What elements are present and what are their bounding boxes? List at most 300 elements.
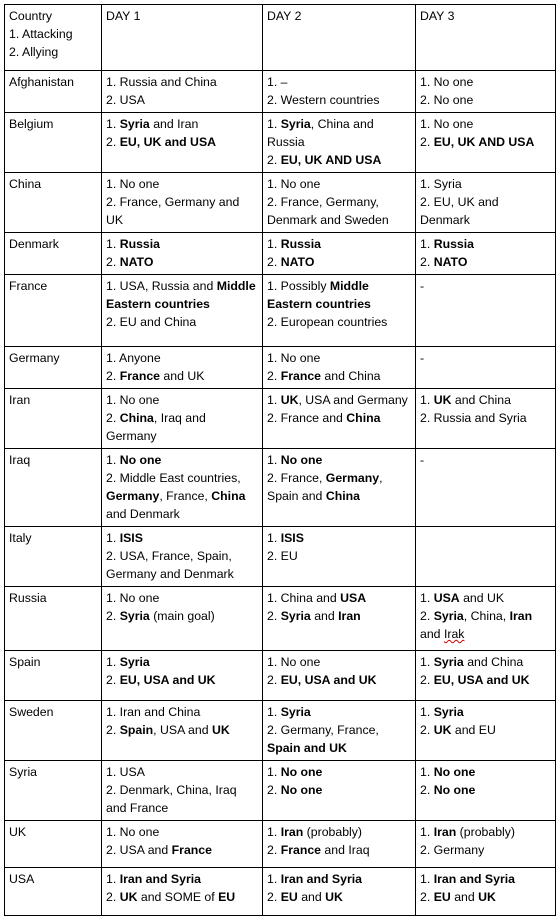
text: 2. Denmark, China, Iraq and France bbox=[106, 783, 237, 815]
day-1-cell bbox=[102, 389, 263, 449]
cell-line bbox=[267, 469, 411, 505]
day-3-cell bbox=[416, 701, 556, 761]
cell-line bbox=[267, 91, 411, 109]
cell-line bbox=[106, 763, 258, 781]
country-cell: Sweden bbox=[5, 701, 102, 761]
cell-line bbox=[267, 451, 411, 469]
bold-text: UK bbox=[119, 890, 138, 904]
cell-line bbox=[267, 193, 411, 229]
cell-line bbox=[267, 313, 411, 331]
text: 2. bbox=[420, 723, 434, 737]
bold-text: Russia bbox=[119, 237, 161, 251]
text: 1. bbox=[106, 453, 120, 467]
bold-text: Syria bbox=[433, 609, 464, 623]
cell-line bbox=[106, 253, 258, 271]
table-row bbox=[5, 868, 556, 916]
bold-text: Syria bbox=[280, 705, 311, 719]
cell-line bbox=[106, 277, 258, 313]
table-row bbox=[5, 113, 556, 173]
text: 1. bbox=[106, 237, 120, 251]
cell-line bbox=[106, 73, 258, 91]
text: 2. Germany, France, bbox=[267, 723, 379, 737]
text: 1. bbox=[420, 237, 434, 251]
bold-text: No one bbox=[280, 453, 323, 467]
text: and bbox=[310, 609, 339, 623]
bold-text: Syria bbox=[280, 117, 311, 131]
cell-line bbox=[420, 115, 551, 133]
bold-text: No one bbox=[280, 765, 323, 779]
text: 1. bbox=[267, 237, 281, 251]
bold-text: EU, USA and UK bbox=[280, 673, 377, 687]
day-2-cell bbox=[263, 821, 416, 868]
country-cell: China bbox=[5, 173, 102, 233]
cell-line bbox=[420, 193, 551, 229]
bold-text: Syria bbox=[119, 117, 150, 131]
text: and Denmark bbox=[106, 507, 180, 521]
bold-text: No one bbox=[280, 783, 323, 797]
bold-text: NATO bbox=[433, 255, 468, 269]
text: and bbox=[450, 890, 479, 904]
text: 2. bbox=[106, 369, 120, 383]
cell-line bbox=[106, 529, 258, 547]
text: and SOME of bbox=[137, 890, 219, 904]
bold-text: Spain bbox=[119, 723, 154, 737]
text: 1. No one bbox=[267, 351, 321, 365]
bold-text: Germany bbox=[325, 471, 380, 485]
cell-line bbox=[106, 193, 258, 229]
table-row bbox=[5, 173, 556, 233]
bold-text: Germany bbox=[106, 489, 160, 503]
day-1-cell bbox=[102, 233, 263, 275]
text: 1. bbox=[267, 765, 281, 779]
day-1-cell bbox=[102, 113, 263, 173]
cell-line bbox=[106, 367, 258, 385]
text: - bbox=[420, 351, 425, 365]
cell-line bbox=[420, 607, 551, 643]
bold-text: China bbox=[119, 411, 154, 425]
cell-line bbox=[420, 589, 551, 607]
table-row bbox=[5, 233, 556, 275]
bold-text: France bbox=[280, 369, 322, 383]
text: 2. USA, France, Spain, Germany and Denmark bbox=[106, 549, 234, 581]
table-row bbox=[5, 821, 556, 868]
text: and China bbox=[321, 369, 381, 383]
country-cell: Iran bbox=[5, 389, 102, 449]
bold-text: Spain and UK bbox=[267, 741, 347, 755]
alliances-table bbox=[4, 4, 556, 916]
day-1-cell bbox=[102, 527, 263, 587]
text: 1. bbox=[420, 765, 434, 779]
cell-line bbox=[267, 781, 411, 799]
day-1-cell bbox=[102, 821, 263, 868]
cell-line bbox=[106, 91, 258, 109]
country-cell: Italy bbox=[5, 527, 102, 587]
text: 2. Middle East countries, bbox=[106, 471, 241, 485]
text: 1. No one bbox=[267, 177, 321, 191]
cell-line bbox=[420, 781, 551, 799]
bold-text: USA bbox=[340, 591, 367, 605]
day-2-cell bbox=[263, 761, 416, 821]
cell-line bbox=[106, 313, 258, 331]
text: 2. France and bbox=[267, 411, 347, 425]
cell-line bbox=[267, 841, 411, 859]
text: 2. bbox=[267, 843, 281, 857]
bold-text: Iran bbox=[509, 609, 533, 623]
text: 1. USA, Russia and bbox=[106, 279, 217, 293]
text: 1. China and bbox=[267, 591, 341, 605]
cell-line bbox=[420, 409, 551, 427]
bold-text: Syria bbox=[119, 609, 150, 623]
cell-line bbox=[267, 235, 411, 253]
bold-text: Iran bbox=[338, 609, 361, 623]
text: and EU bbox=[451, 723, 496, 737]
cell-line bbox=[267, 529, 411, 547]
cell-line bbox=[420, 349, 551, 367]
cell-line bbox=[106, 823, 258, 841]
bold-text: Iran bbox=[433, 825, 457, 839]
bold-text: USA bbox=[433, 591, 460, 605]
text: and bbox=[297, 890, 326, 904]
cell-line bbox=[420, 763, 551, 781]
table-row bbox=[5, 761, 556, 821]
bold-text: UK bbox=[325, 890, 343, 904]
day-2-cell bbox=[263, 275, 416, 347]
bold-text: EU, USA and UK bbox=[119, 673, 216, 687]
table-row bbox=[5, 527, 556, 587]
day-1-cell bbox=[102, 761, 263, 821]
day-3-cell bbox=[416, 587, 556, 651]
cell-line bbox=[106, 175, 258, 193]
text: 2. bbox=[106, 255, 120, 269]
text: 1. bbox=[106, 117, 120, 131]
header-row bbox=[5, 5, 556, 71]
cell-line bbox=[267, 277, 411, 313]
header-country-label: Country bbox=[9, 9, 53, 23]
text: 2. bbox=[267, 153, 281, 167]
text: - bbox=[420, 279, 425, 293]
text: 1. – bbox=[267, 75, 288, 89]
day-2-cell bbox=[263, 701, 416, 761]
text: 1. No one bbox=[420, 117, 474, 131]
country-cell: Iraq bbox=[5, 449, 102, 527]
text: 1. bbox=[106, 531, 120, 545]
bold-text: China bbox=[346, 411, 381, 425]
cell-line bbox=[420, 253, 551, 271]
cell-line bbox=[267, 721, 411, 757]
bold-text: Middle Eastern countries bbox=[106, 279, 256, 311]
cell-line bbox=[267, 175, 411, 193]
cell-line bbox=[267, 349, 411, 367]
day-2-cell bbox=[263, 347, 416, 389]
bold-text: EU, UK AND USA bbox=[433, 135, 535, 149]
cell-line bbox=[267, 367, 411, 385]
cell-line bbox=[420, 391, 551, 409]
text: 1. Iran and China bbox=[106, 705, 201, 719]
cell-line bbox=[106, 391, 258, 409]
text: 1. Syria bbox=[420, 177, 462, 191]
text: 1. bbox=[267, 453, 281, 467]
cell-line bbox=[267, 671, 411, 689]
cell-line bbox=[420, 175, 551, 193]
country-cell: USA bbox=[5, 868, 102, 916]
text: and China bbox=[463, 655, 524, 669]
cell-line bbox=[267, 151, 411, 169]
bold-text: France bbox=[280, 843, 322, 857]
cell-line bbox=[420, 671, 551, 689]
cell-line bbox=[106, 115, 258, 133]
day-2-cell bbox=[263, 527, 416, 587]
cell-line bbox=[267, 391, 411, 409]
bold-text: China bbox=[211, 489, 246, 503]
text: and Iraq bbox=[321, 843, 370, 857]
bold-text: NATO bbox=[119, 255, 154, 269]
day-1-cell bbox=[102, 275, 263, 347]
text: , Iraq and Germany bbox=[106, 411, 206, 443]
cell-line bbox=[420, 277, 551, 295]
bold-text: UK bbox=[211, 723, 230, 737]
text: , China and Russia bbox=[267, 117, 374, 149]
cell-line bbox=[267, 589, 411, 607]
bold-text: Syria bbox=[433, 705, 464, 719]
header-country-cell bbox=[5, 5, 102, 71]
text: 2. bbox=[420, 673, 434, 687]
text: 1. bbox=[420, 393, 434, 407]
cell-line bbox=[420, 870, 551, 888]
bold-text: UK bbox=[280, 393, 299, 407]
cell-line bbox=[267, 73, 411, 91]
cell-line bbox=[106, 589, 258, 607]
table-row bbox=[5, 389, 556, 449]
table-row bbox=[5, 651, 556, 701]
text: 2. EU bbox=[267, 549, 298, 563]
cell-line bbox=[420, 888, 551, 906]
text: 1. bbox=[420, 872, 434, 886]
day-2-cell bbox=[263, 651, 416, 701]
country-cell: Syria bbox=[5, 761, 102, 821]
day-3-cell bbox=[416, 71, 556, 113]
bold-text: France bbox=[119, 369, 161, 383]
cell-line bbox=[267, 703, 411, 721]
text: 1. bbox=[420, 705, 434, 719]
day-1-cell bbox=[102, 347, 263, 389]
bold-text: Syria bbox=[433, 655, 464, 669]
cell-line bbox=[420, 451, 551, 469]
day-3-cell bbox=[416, 347, 556, 389]
country-cell: Germany bbox=[5, 347, 102, 389]
header-attacking-label: 1. Attacking bbox=[9, 27, 73, 41]
header-allying-label: 2. Allying bbox=[9, 45, 59, 59]
text: and bbox=[420, 627, 444, 641]
day-1-cell bbox=[102, 587, 263, 651]
header-day-3: DAY 3 bbox=[416, 5, 556, 71]
bold-text: No one bbox=[433, 783, 476, 797]
cell-line bbox=[267, 547, 411, 565]
bold-text: No one bbox=[433, 765, 476, 779]
bold-text: No one bbox=[119, 453, 162, 467]
text: (main goal) bbox=[149, 609, 215, 623]
cell-line bbox=[267, 115, 411, 151]
text: , Spain and bbox=[267, 471, 383, 503]
bold-text: ISIS bbox=[119, 531, 143, 545]
cell-line bbox=[106, 409, 258, 445]
bold-text: Russia bbox=[280, 237, 322, 251]
text: 1. No one bbox=[420, 75, 474, 89]
bold-text: Syria bbox=[119, 655, 150, 669]
text: 2. Germany bbox=[420, 843, 485, 857]
text: 2. Russia and Syria bbox=[420, 411, 527, 425]
text: 2. bbox=[420, 255, 434, 269]
bold-text: Iran bbox=[280, 825, 304, 839]
text: , France, bbox=[159, 489, 212, 503]
day-3-cell bbox=[416, 821, 556, 868]
text: and Iran bbox=[149, 117, 199, 131]
day-2-cell bbox=[263, 113, 416, 173]
text: 2. bbox=[106, 609, 120, 623]
bold-text: China bbox=[325, 489, 360, 503]
text: 1. bbox=[267, 531, 281, 545]
cell-line bbox=[106, 451, 258, 469]
cell-line bbox=[106, 235, 258, 253]
cell-line bbox=[106, 721, 258, 739]
text: 1. No one bbox=[106, 825, 160, 839]
country-cell: Spain bbox=[5, 651, 102, 701]
text: 1. Possibly bbox=[267, 279, 330, 293]
text: 1. bbox=[106, 872, 120, 886]
cell-line bbox=[420, 235, 551, 253]
bold-text: EU bbox=[433, 890, 451, 904]
day-2-cell bbox=[263, 868, 416, 916]
bold-text: Middle Eastern countries bbox=[267, 279, 371, 311]
text: 1. USA bbox=[106, 765, 145, 779]
text: 2. bbox=[106, 723, 120, 737]
day-3-cell bbox=[416, 389, 556, 449]
day-2-cell bbox=[263, 233, 416, 275]
cell-line bbox=[106, 870, 258, 888]
text: 2. bbox=[106, 411, 120, 425]
cell-line bbox=[106, 349, 258, 367]
day-1-cell bbox=[102, 701, 263, 761]
bold-text: EU bbox=[218, 890, 236, 904]
text: 2. bbox=[267, 673, 281, 687]
day-3-cell bbox=[416, 113, 556, 173]
text: 1. No one bbox=[267, 655, 321, 669]
text: - bbox=[420, 453, 425, 467]
text: 1. Anyone bbox=[106, 351, 161, 365]
day-3-cell bbox=[416, 761, 556, 821]
bold-text: ISIS bbox=[280, 531, 304, 545]
table-row bbox=[5, 71, 556, 113]
text: 2. France, Germany, Denmark and Sweden bbox=[267, 195, 389, 227]
cell-line bbox=[106, 653, 258, 671]
cell-line bbox=[106, 841, 258, 859]
text: 2. No one bbox=[420, 93, 474, 107]
cell-line bbox=[106, 547, 258, 583]
cell-line bbox=[106, 888, 258, 906]
cell-line bbox=[106, 133, 258, 151]
cell-line bbox=[420, 703, 551, 721]
text: 1. bbox=[267, 705, 281, 719]
day-3-cell bbox=[416, 449, 556, 527]
bold-text: Iran and Syria bbox=[280, 872, 363, 886]
cell-line bbox=[267, 763, 411, 781]
text: 2. bbox=[106, 673, 120, 687]
bold-text: Iran and Syria bbox=[119, 872, 202, 886]
cell-line bbox=[420, 841, 551, 859]
day-1-cell bbox=[102, 449, 263, 527]
text: 1. bbox=[420, 825, 434, 839]
day-2-cell bbox=[263, 173, 416, 233]
text: and China bbox=[451, 393, 511, 407]
country-cell: France bbox=[5, 275, 102, 347]
table-body bbox=[5, 5, 556, 916]
text: 2. Western countries bbox=[267, 93, 380, 107]
bold-text: France bbox=[171, 843, 212, 857]
cell-line bbox=[267, 888, 411, 906]
day-1-cell bbox=[102, 868, 263, 916]
day-2-cell bbox=[263, 587, 416, 651]
cell-line bbox=[420, 91, 551, 109]
bold-text: EU, UK and USA bbox=[119, 135, 217, 149]
text: 2. bbox=[106, 135, 120, 149]
text: 1. bbox=[267, 393, 281, 407]
text: , USA and Germany bbox=[298, 393, 408, 407]
day-2-cell bbox=[263, 389, 416, 449]
bold-text: UK bbox=[433, 723, 452, 737]
bold-text: EU, UK AND USA bbox=[280, 153, 382, 167]
country-cell: Afghanistan bbox=[5, 71, 102, 113]
cell-line bbox=[420, 721, 551, 739]
text: 2. bbox=[267, 609, 281, 623]
text: 2. bbox=[267, 369, 281, 383]
bold-text: UK bbox=[433, 393, 452, 407]
text: 2. European countries bbox=[267, 315, 388, 329]
day-3-cell bbox=[416, 527, 556, 587]
cell-line bbox=[420, 133, 551, 151]
bold-text: NATO bbox=[280, 255, 315, 269]
text: 1. No one bbox=[106, 591, 160, 605]
text: and UK bbox=[160, 369, 205, 383]
spellcheck-text: Irak bbox=[443, 627, 465, 641]
day-3-cell bbox=[416, 233, 556, 275]
text: 2. USA bbox=[106, 93, 145, 107]
bold-text: Syria bbox=[280, 609, 311, 623]
cell-line bbox=[106, 781, 258, 817]
country-cell: UK bbox=[5, 821, 102, 868]
text: and UK bbox=[459, 591, 505, 605]
bold-text: Russia bbox=[433, 237, 475, 251]
text: 2. bbox=[267, 783, 281, 797]
cell-line bbox=[267, 653, 411, 671]
text: 1. Russia and China bbox=[106, 75, 217, 89]
text: 2. bbox=[420, 783, 434, 797]
text: 2. France, bbox=[267, 471, 326, 485]
text: 2. bbox=[420, 890, 434, 904]
text: 2. EU, UK and Denmark bbox=[420, 195, 499, 227]
cell-line bbox=[106, 703, 258, 721]
header-day-1: DAY 1 bbox=[102, 5, 263, 71]
day-2-cell bbox=[263, 449, 416, 527]
text: 2. bbox=[106, 890, 120, 904]
cell-line bbox=[267, 870, 411, 888]
day-1-cell bbox=[102, 71, 263, 113]
day-1-cell bbox=[102, 173, 263, 233]
cell-line bbox=[267, 253, 411, 271]
text: 1. bbox=[267, 872, 281, 886]
text: 2. bbox=[420, 135, 434, 149]
bold-text: Iran and Syria bbox=[433, 872, 516, 886]
bold-text: EU bbox=[280, 890, 298, 904]
day-3-cell bbox=[416, 173, 556, 233]
